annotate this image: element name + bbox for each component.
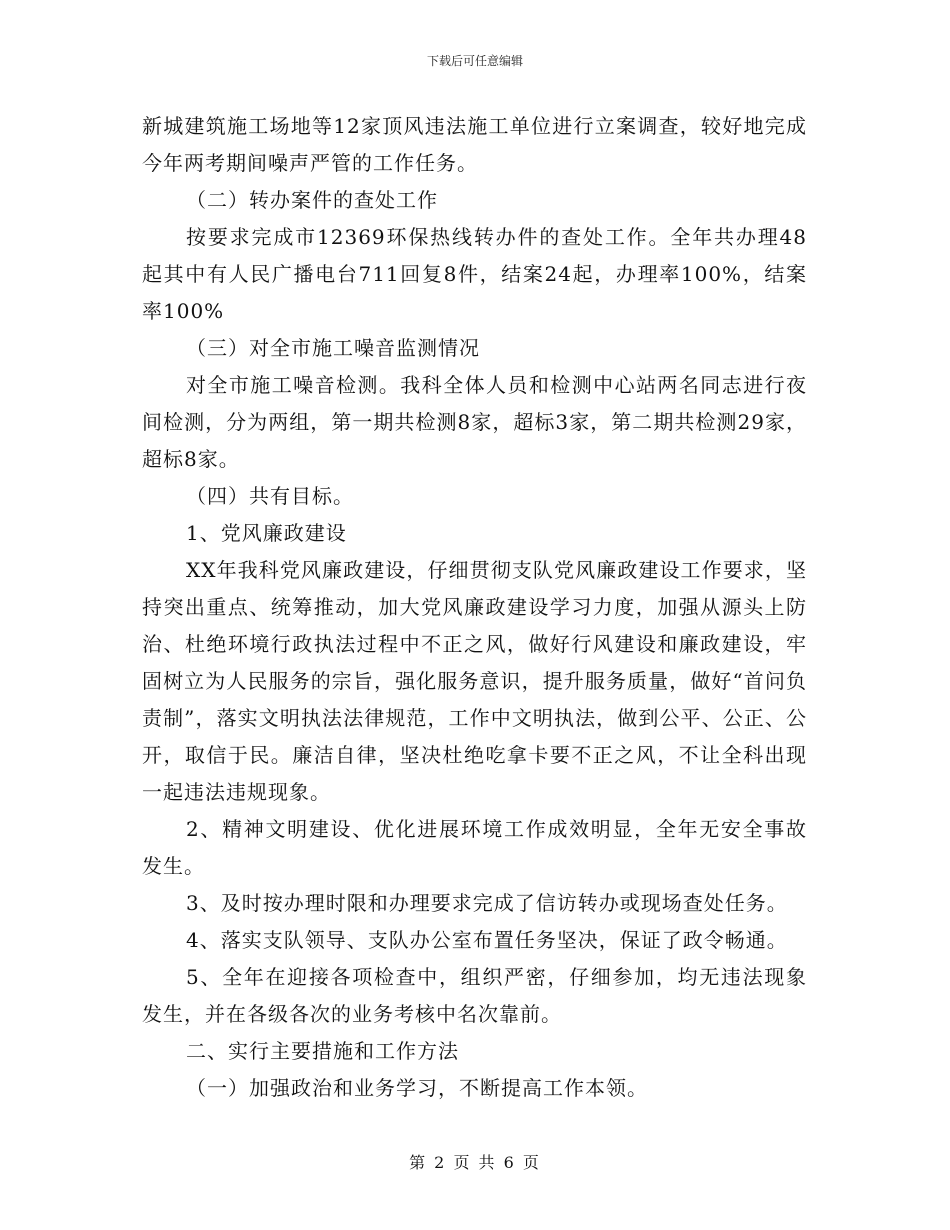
- paragraph-item-3: 3、及时按办理时限和办理要求完成了信访转办或现场查处任务。: [186, 891, 788, 915]
- paragraph-item-2: 2、精神文明建设、优化进展环境工作成效明显，全年无安全事故发生。: [142, 817, 807, 878]
- section-heading-3: （三）对全市施工噪音监测情况: [186, 336, 480, 360]
- chapter-heading-2: 二、实行主要措施和工作方法: [186, 1039, 459, 1063]
- paragraph-item-4: 4、落实支队领导、支队办公室布置任务坚决，保证了政令畅通。: [186, 928, 788, 952]
- paragraph-item-5: 5、全年在迎接各项检查中，组织严密，仔细参加，均无违法现象发生，并在各级各次的业务考核中名次靠前。: [142, 965, 807, 1026]
- section-heading-2: （二）转办案件的查处工作: [186, 188, 438, 212]
- page-number: 第 2 页 共 6 页: [409, 1153, 541, 1172]
- paragraph-complaints: 按要求完成市12369环保热线转办件的查处工作。全年共办理48起其中有人民广播电台711回复8件，结案24起，办理率100%，结案率100%: [142, 225, 807, 323]
- subsection-heading-1: 1、党风廉政建设: [186, 521, 347, 545]
- document-body: [142, 108, 807, 1107]
- section-heading-1: （一）加强政治和业务学习，不断提高工作本领。: [186, 1076, 648, 1100]
- paragraph-integrity: XX年我科党风廉政建设，仔细贯彻支队党风廉政建设工作要求，坚持突出重点、统筹推动，加大党风廉政建设学习力度，加强从源头上防治、杜绝环境行政执法过程中不正之风，做好行风建设和廉政建设，牢固树立为人民服务的宗旨，强化服务意识，提升服务质量，做好“首问负责制”，落实文明执法法律规范，工作中文明执法，做到公平、公正、公开，取信于民。廉洁自律，坚决杜绝吃拿卡要不正之风，不让全科出现一起违法违规现象。: [142, 558, 807, 804]
- page-header: 下载后可任意编辑: [426, 54, 523, 68]
- paragraph-continuation: 新城建筑施工场地等12家顶风违法施工单位进行立案调查，较好地完成今年两考期间噪声严管的工作任务。: [142, 114, 807, 175]
- paragraph-noise-monitoring: 对全市施工噪音检测。我科全体人员和检测中心站两名同志进行夜间检测，分为两组，第一期共检测8家，超标3家，第二期共检测29家，超标8家。: [142, 373, 807, 471]
- section-heading-4: （四）共有目标。: [186, 484, 354, 508]
